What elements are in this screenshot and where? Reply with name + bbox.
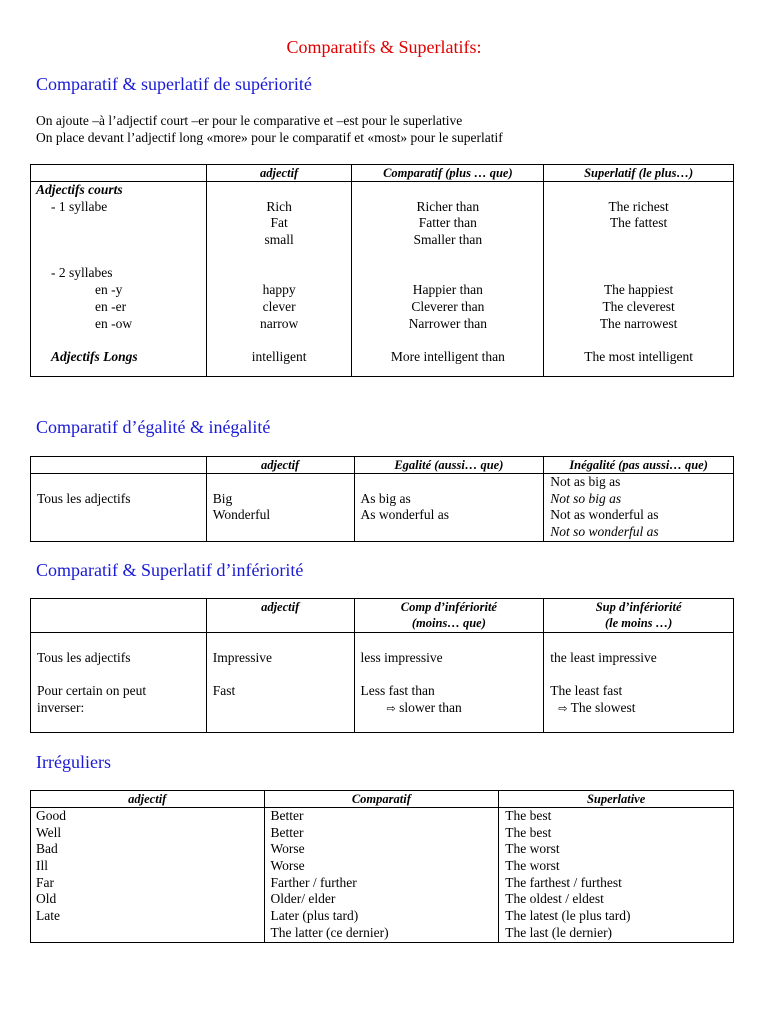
cell-sup: The richest	[608, 198, 669, 214]
header-superlative: Superlative	[499, 791, 734, 808]
label-short-adjectives: Adjectifs courts	[36, 182, 123, 197]
cell-comp: Better	[270, 808, 304, 823]
row-label: Pour certain on peut	[37, 683, 147, 699]
adjective-cell	[206, 474, 354, 542]
header-comparatif: Comparatif	[264, 791, 499, 808]
cell-adj: clever	[262, 298, 296, 314]
cell-adj: Big	[212, 490, 233, 506]
comparative-column	[264, 808, 499, 943]
cell-adj: Fast	[212, 683, 236, 699]
inequality-cell	[544, 474, 734, 542]
cell-equal: As wonderful as	[360, 507, 449, 523]
cell-adj: happy	[262, 282, 296, 298]
cell-comp: Fatter than	[418, 215, 477, 231]
cell-sup: The oldest / eldest	[505, 891, 604, 907]
cell-unequal: Not as big as	[550, 474, 621, 489]
cell-comp: Older/ elder	[270, 891, 336, 907]
category-column	[31, 182, 207, 377]
section-heading-equality: Comparatif d’égalité & inégalité	[36, 417, 271, 437]
cell-comp-inverted	[361, 700, 544, 717]
cell-comp: Cleverer than	[411, 298, 485, 314]
inferiority-table	[30, 598, 734, 733]
adjective-cell	[206, 633, 354, 733]
cell-equal: As big as	[360, 490, 411, 506]
cell-adj: small	[264, 232, 294, 248]
cell-adj: Far	[36, 874, 54, 890]
cell-comp: less impressive	[360, 649, 443, 665]
right-arrow-icon: ⇨	[558, 701, 568, 715]
cell-sup: The farthest / furthest	[505, 874, 622, 890]
cell-sup: The cleverest	[602, 298, 675, 314]
cell-sup-inverted	[550, 700, 733, 717]
header-empty	[31, 457, 207, 474]
header-inegalite: Inégalité (pas aussi… que)	[544, 457, 734, 474]
cell-sup: The worst	[505, 858, 560, 874]
label-en-er: en -er	[95, 298, 127, 314]
cell-sup: The latest (le plus tard)	[505, 908, 631, 924]
row-label-cell	[31, 474, 207, 542]
cell-adj: intelligent	[251, 348, 307, 364]
cell-sup: The last (le dernier)	[505, 924, 613, 940]
section-heading-superiority: Comparatif & superlatif de supériorité	[36, 74, 312, 94]
row-label: Tous les adjectifs	[37, 649, 131, 665]
cell-comp: Better	[270, 824, 304, 840]
intro-text	[36, 112, 503, 146]
cell-comp: Farther / further	[270, 874, 357, 890]
superlative-column	[544, 182, 734, 377]
cell-sup: The most intelligent	[584, 348, 693, 364]
section-heading-irregular: Irréguliers	[36, 752, 111, 772]
label-en-ow: en -ow	[95, 315, 133, 331]
label-long-adjectives: Adjectifs Longs	[51, 348, 138, 364]
cell-sup: The fattest	[609, 215, 668, 231]
header-line: (moins… que)	[411, 616, 486, 630]
cell-comp: Less fast than	[360, 683, 435, 699]
equality-table	[30, 456, 734, 542]
cell-comp: Richer than	[416, 198, 480, 214]
section-heading-inferiority: Comparatif & Superlatif d’infériorité	[36, 560, 304, 580]
cell-adj: Wonderful	[212, 507, 271, 523]
cell-comp-text: slower than	[399, 699, 462, 715]
irregular-table	[30, 790, 734, 943]
header-comparatif: Comparatif (plus … que)	[352, 165, 544, 182]
cell-adj	[36, 925, 264, 942]
cell-comp: The latter (ce dernier)	[270, 924, 389, 940]
adjective-column	[31, 808, 265, 943]
header-adjectif: adjectif	[206, 165, 352, 182]
header-sup-inferiorite	[544, 599, 734, 633]
header-adjectif	[206, 599, 354, 633]
cell-comp: Narrower than	[408, 315, 488, 331]
cell-unequal: Not as wonderful as	[550, 507, 659, 523]
header-superlatif: Superlatif (le plus…)	[544, 165, 734, 182]
superiority-table	[30, 164, 734, 377]
cell-comp: Worse	[270, 858, 305, 874]
cell-sup: The happiest	[603, 282, 674, 298]
label-en-y: en -y	[95, 282, 123, 298]
header-comp-inferiorite	[354, 599, 544, 633]
cell-adj: narrow	[260, 315, 299, 331]
cell-sup-text: The slowest	[570, 699, 636, 715]
header-adjectif: adjectif	[206, 457, 354, 474]
header-line: (le moins …)	[604, 616, 673, 630]
comparative-column	[352, 182, 544, 377]
cell-adj: Ill	[36, 858, 48, 874]
header-line: Sup d’infériorité	[595, 600, 682, 614]
superlative-column	[499, 808, 734, 943]
row-label: Tous les adjectifs	[37, 490, 131, 506]
comp-cell	[354, 633, 544, 733]
cell-sup: The worst	[505, 841, 560, 857]
header-line: Comp d’infériorité	[400, 600, 497, 614]
header-egalite: Egalité (aussi… que)	[354, 457, 544, 474]
cell-comp: Later (plus tard)	[270, 908, 359, 924]
cell-comp: More intelligent than	[390, 348, 505, 364]
adjective-column	[206, 182, 352, 377]
cell-adj: Late	[36, 908, 60, 924]
cell-adj: Good	[36, 808, 66, 823]
cell-sup	[544, 232, 733, 249]
cell-comp: Happier than	[412, 282, 483, 298]
cell-sup: The best	[505, 824, 552, 840]
cell-adj: Well	[36, 824, 62, 840]
cell-comp: Smaller than	[413, 232, 483, 248]
cell-adj: Bad	[36, 841, 58, 857]
cell-adj: Impressive	[212, 649, 273, 665]
cell-adj: Rich	[266, 198, 292, 214]
cell-adj: Old	[36, 891, 57, 907]
row-label-cell	[31, 633, 207, 733]
cell-sup: The narrowest	[599, 315, 678, 331]
header-empty	[31, 165, 207, 182]
intro-line-short: On ajoute –à l’adjectif court –er pour le comparative et –est pour le superlative	[36, 113, 463, 128]
label-two-syllables: - 2 syllabes	[51, 265, 113, 281]
row-label: inverser:	[37, 699, 85, 715]
sup-cell	[544, 633, 734, 733]
intro-line-long: On place devant l’adjectif long «more» pour le comparatif et «most» pour le superlatif	[36, 130, 503, 145]
cell-unequal: Not so big as	[550, 490, 622, 506]
cell-sup: The best	[505, 808, 552, 823]
cell-comp: Worse	[270, 841, 305, 857]
header-adjectif: adjectif	[31, 791, 265, 808]
page-title: Comparatifs & Superlatifs:	[286, 37, 482, 57]
cell-unequal: Not so wonderful as	[550, 524, 659, 540]
header-empty	[31, 599, 207, 633]
label-one-syllable: - 1 syllabe	[51, 198, 108, 214]
cell-adj: Fat	[270, 215, 288, 231]
cell-sup: the least impressive	[550, 649, 657, 665]
cell-sup: The least fast	[550, 683, 623, 699]
header-adjectif-text: adjectif	[261, 600, 300, 614]
equality-cell	[354, 474, 544, 542]
right-arrow-icon: ⇨	[386, 701, 396, 715]
